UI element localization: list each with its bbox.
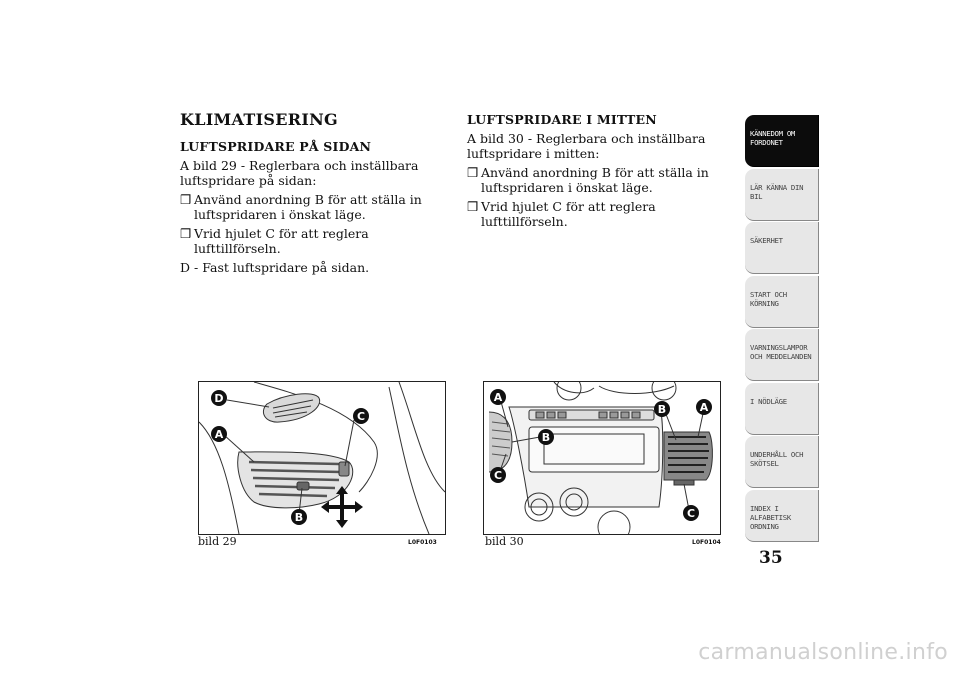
callout-a: A <box>214 428 224 441</box>
figure-29-code: L0F0103 <box>408 539 437 546</box>
list-item <box>467 165 739 195</box>
callout-c-right: C <box>686 507 696 520</box>
side-vent-illustration <box>199 382 445 534</box>
center-vents-heading: LUFTSPRIDARE I MITTEN <box>467 112 657 127</box>
figure-30-center-vents <box>483 381 721 535</box>
list-item <box>467 199 739 229</box>
checkbox-bullet-icon: ❒ <box>180 226 192 241</box>
list-item <box>180 192 448 222</box>
checkbox-bullet-icon: ❒ <box>467 199 479 214</box>
callout-b: B <box>294 511 304 524</box>
page-number: 35 <box>759 548 783 568</box>
list-item-text: Vrid hjulet C för att reglera lufttillförseln. <box>481 199 656 229</box>
list-item-text: Använd anordning B för att ställa in luftspridaren i önskat läge. <box>481 165 709 195</box>
tab-index[interactable]: INDEX I ALFABETISK ORDNING <box>745 490 819 542</box>
figure-29-side-vent <box>198 381 446 535</box>
list-item <box>180 226 448 256</box>
checkbox-bullet-icon: ❒ <box>180 192 192 207</box>
tab-varningslampor[interactable]: VARNINGSLAMPOR OCH MEDDELANDEN <box>745 329 819 381</box>
checkbox-bullet-icon: ❒ <box>467 165 479 180</box>
tab-underhall-och-skotsel[interactable]: UNDERHÅLL OCH SKÖTSEL <box>745 436 819 488</box>
center-vents-intro: A bild 30 - Reglerbara och inställbara luftspridare i mitten: <box>467 131 706 161</box>
list-item-text: Använd anordning B för att ställa in luftspridaren i önskat läge. <box>194 192 422 222</box>
tab-i-nodlage[interactable]: I NÖDLÄGE <box>745 383 819 435</box>
figure-30-code: L0F0104 <box>692 539 721 546</box>
callout-c: C <box>493 469 503 482</box>
figure-29-caption: bild 29 <box>198 535 237 548</box>
callout-d: D <box>214 392 224 405</box>
callout-b-right: B <box>657 403 667 416</box>
tab-sakerhet[interactable]: SÄKERHET <box>745 222 819 274</box>
side-vents-intro: A bild 29 - Reglerbara och inställbara luftspridare på sidan: <box>180 158 419 188</box>
watermark: carmanualsonline.info <box>698 640 948 665</box>
tab-kannedom-om-fordonet[interactable]: KÄNNEDOM OM FORDONET <box>745 115 819 167</box>
callout-b: B <box>541 431 551 444</box>
left-column <box>180 112 448 279</box>
figure-30-caption: bild 30 <box>485 535 524 548</box>
middle-column <box>467 112 739 233</box>
side-vents-heading: LUFTSPRIDARE PÅ SIDAN <box>180 139 372 154</box>
tab-start-och-korning[interactable]: START OCH KÖRNING <box>745 276 819 328</box>
center-vent-illustration <box>484 382 720 534</box>
fixed-vent-note: D - Fast luftspridare på sidan. <box>180 260 370 275</box>
callout-a: A <box>493 391 503 404</box>
callout-a-right: A <box>699 401 709 414</box>
section-title: KLIMATISERING <box>180 110 339 129</box>
tab-lar-kanna-din-bil[interactable]: LÄR KÄNNA DIN BIL <box>745 169 819 221</box>
list-item-text: Vrid hjulet C för att reglera lufttillförseln. <box>194 226 369 256</box>
chapter-tabs <box>745 115 819 543</box>
callout-c: C <box>356 410 366 423</box>
